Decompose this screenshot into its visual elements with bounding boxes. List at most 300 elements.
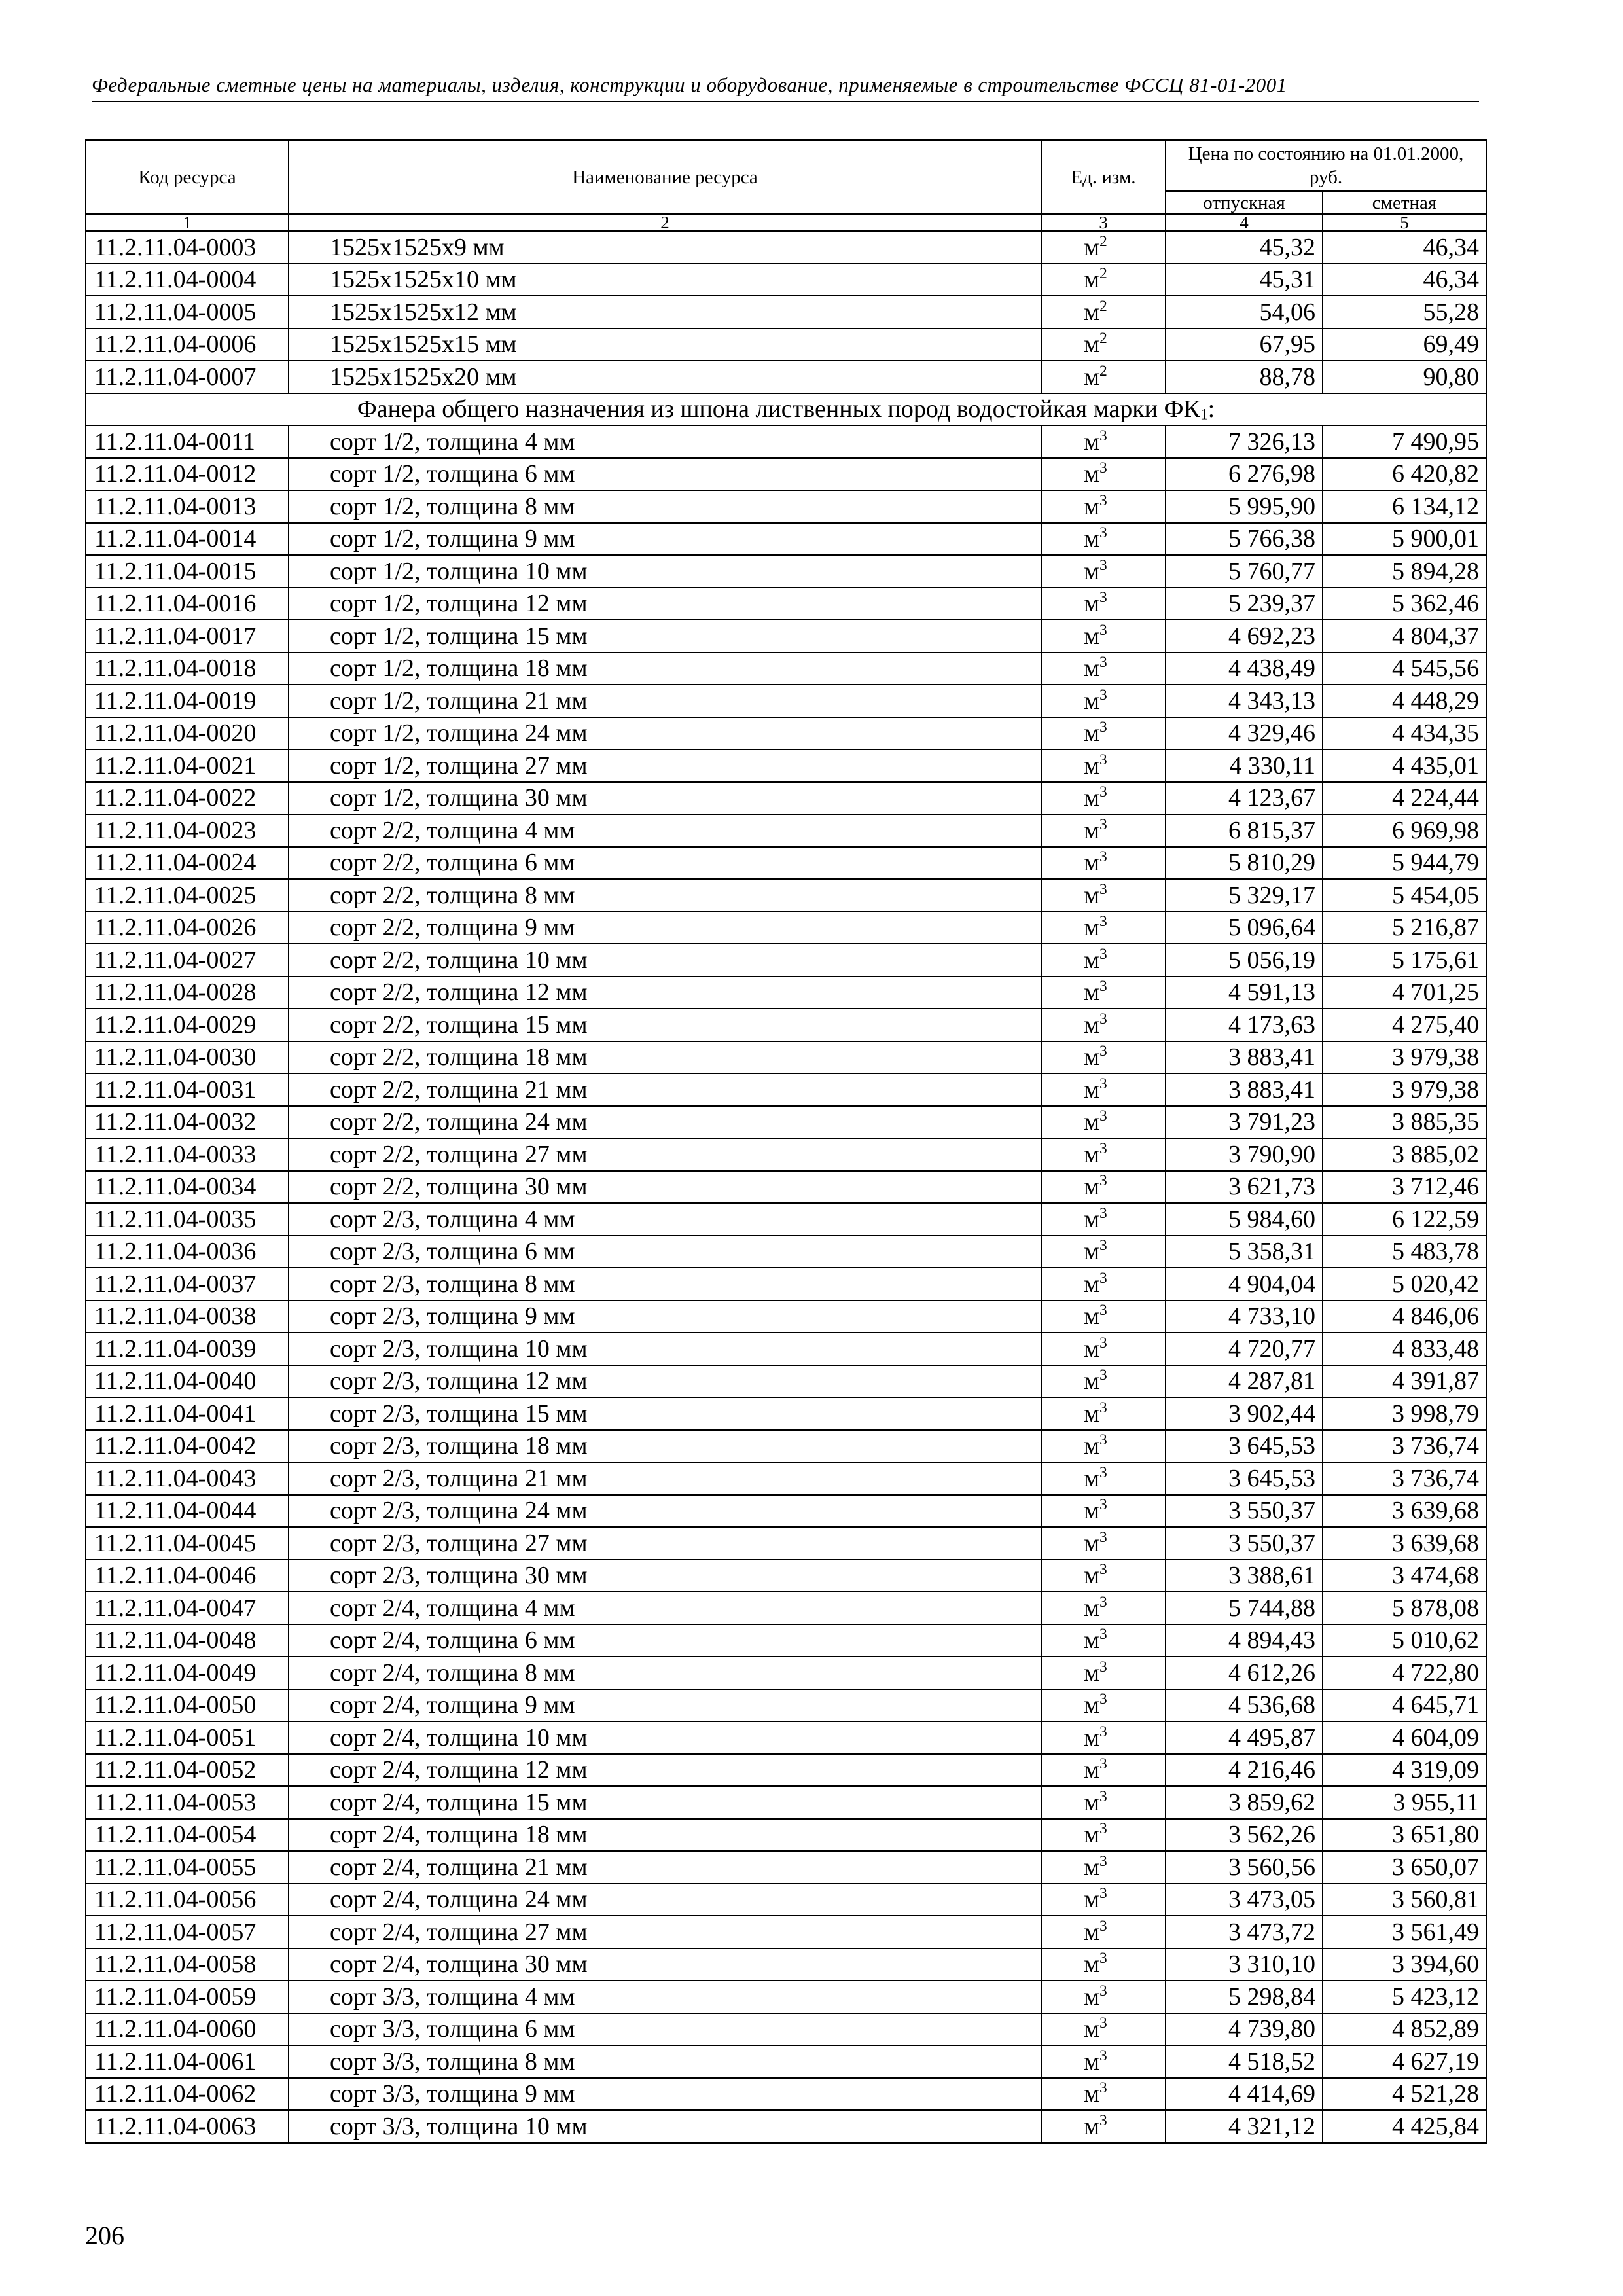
resource-code: 11.2.11.04-0028 — [86, 977, 289, 1009]
unit-exponent: 3 — [1099, 1367, 1107, 1384]
section-heading-row — [86, 393, 1486, 426]
unit-cell — [1041, 1300, 1166, 1333]
price-estimate: 6 134,12 — [1323, 490, 1486, 523]
resource-name: сорт 2/3, толщина 18 мм — [289, 1430, 1041, 1463]
unit-base: м — [1084, 687, 1100, 715]
unit-base: м — [1084, 622, 1100, 650]
resource-code: 11.2.11.04-0035 — [86, 1203, 289, 1236]
unit-base: м — [1084, 427, 1100, 456]
table-row — [86, 1754, 1486, 1787]
table-row — [86, 749, 1486, 782]
resource-code: 11.2.11.04-0039 — [86, 1333, 289, 1365]
table-row — [86, 2045, 1486, 2078]
table-row — [86, 588, 1486, 620]
unit-base: м — [1084, 1659, 1100, 1687]
table-row — [86, 1203, 1486, 1236]
table-row — [86, 2078, 1486, 2111]
unit-cell — [1041, 749, 1166, 782]
unit-cell — [1041, 490, 1166, 523]
unit-cell — [1041, 1948, 1166, 1981]
unit-base: м — [1084, 946, 1100, 974]
price-release: 5 239,37 — [1166, 588, 1323, 620]
price-estimate: 3 560,81 — [1323, 1884, 1486, 1916]
unit-exponent: 3 — [1099, 2079, 1107, 2097]
price-release: 4 518,52 — [1166, 2045, 1323, 2078]
unit-base: м — [1084, 2080, 1100, 2108]
price-release: 4 894,43 — [1166, 1624, 1323, 1657]
unit-base: м — [1084, 1464, 1100, 1492]
unit-exponent: 3 — [1099, 589, 1107, 607]
price-estimate: 5 362,46 — [1323, 588, 1486, 620]
price-release: 3 791,23 — [1166, 1106, 1323, 1139]
price-estimate: 46,34 — [1323, 231, 1486, 264]
price-release: 3 645,53 — [1166, 1430, 1323, 1463]
unit-exponent: 3 — [1099, 1561, 1107, 1579]
table-row — [86, 1916, 1486, 1948]
resource-code: 11.2.11.04-0038 — [86, 1300, 289, 1333]
price-estimate: 5 423,12 — [1323, 1981, 1486, 2013]
resource-code: 11.2.11.04-0045 — [86, 1527, 289, 1560]
unit-base: м — [1084, 298, 1100, 326]
resource-code: 11.2.11.04-0019 — [86, 685, 289, 717]
resource-name: сорт 2/4, толщина 21 мм — [289, 1851, 1041, 1884]
price-estimate: 4 435,01 — [1323, 749, 1486, 782]
table-row — [86, 1851, 1486, 1884]
table-row — [86, 620, 1486, 653]
unit-base: м — [1084, 363, 1100, 391]
price-estimate: 4 224,44 — [1323, 782, 1486, 815]
resource-name: сорт 2/3, толщина 27 мм — [289, 1527, 1041, 1560]
unit-cell — [1041, 1527, 1166, 1560]
table-row — [86, 490, 1486, 523]
unit-cell — [1041, 458, 1166, 491]
unit-base: м — [1084, 1238, 1100, 1266]
price-release: 3 790,90 — [1166, 1138, 1323, 1171]
resource-code: 11.2.11.04-0004 — [86, 264, 289, 296]
col-header-price-group: Цена по состоянию на 01.01.2000, руб. — [1166, 140, 1486, 191]
resource-name: сорт 2/4, толщина 24 мм — [289, 1884, 1041, 1916]
unit-cell — [1041, 2078, 1166, 2111]
unit-exponent: 3 — [1099, 1010, 1107, 1028]
unit-cell — [1041, 425, 1166, 458]
table-row — [86, 1236, 1486, 1268]
price-release: 3 859,62 — [1166, 1786, 1323, 1819]
price-release: 4 739,80 — [1166, 2013, 1323, 2046]
table-row — [86, 361, 1486, 393]
resource-code: 11.2.11.04-0006 — [86, 329, 289, 361]
table-row — [86, 685, 1486, 717]
unit-cell — [1041, 912, 1166, 944]
unit-base: м — [1084, 233, 1100, 261]
unit-base: м — [1084, 2015, 1100, 2043]
resource-name: сорт 2/2, толщина 27 мм — [289, 1138, 1041, 1171]
price-estimate: 5 483,78 — [1323, 1236, 1486, 1268]
price-release: 67,95 — [1166, 329, 1323, 361]
resource-name: 1525x1525x15 мм — [289, 329, 1041, 361]
resource-name: сорт 2/2, толщина 8 мм — [289, 879, 1041, 912]
price-release: 3 473,05 — [1166, 1884, 1323, 1916]
unit-cell — [1041, 1851, 1166, 1884]
price-estimate: 6 969,98 — [1323, 814, 1486, 847]
resource-name: сорт 2/2, толщина 24 мм — [289, 1106, 1041, 1139]
resource-name: сорт 2/4, толщина 27 мм — [289, 1916, 1041, 1948]
price-estimate: 4 434,35 — [1323, 717, 1486, 750]
price-release: 5 984,60 — [1166, 1203, 1323, 1236]
unit-exponent: 3 — [1099, 719, 1107, 736]
unit-base: м — [1084, 1140, 1100, 1168]
unit-exponent: 3 — [1099, 978, 1107, 996]
table-body-grades — [86, 425, 1486, 2143]
resource-name: сорт 1/2, толщина 8 мм — [289, 490, 1041, 523]
price-release: 5 096,64 — [1166, 912, 1323, 944]
price-release: 3 550,37 — [1166, 1527, 1323, 1560]
resource-code: 11.2.11.04-0051 — [86, 1721, 289, 1754]
unit-base: м — [1084, 849, 1100, 877]
price-release: 4 904,04 — [1166, 1268, 1323, 1300]
table-row — [86, 1333, 1486, 1365]
price-release: 3 645,53 — [1166, 1462, 1323, 1495]
resource-code: 11.2.11.04-0048 — [86, 1624, 289, 1657]
unit-base: м — [1084, 1270, 1100, 1298]
resource-name: сорт 2/2, толщина 18 мм — [289, 1041, 1041, 1074]
unit-cell — [1041, 1754, 1166, 1787]
price-estimate: 6 420,82 — [1323, 458, 1486, 491]
resource-code: 11.2.11.04-0047 — [86, 1592, 289, 1624]
unit-cell — [1041, 1236, 1166, 1268]
resource-name: сорт 2/4, толщина 15 мм — [289, 1786, 1041, 1819]
price-estimate: 46,34 — [1323, 264, 1486, 296]
unit-exponent: 3 — [1099, 1334, 1107, 1352]
unit-cell — [1041, 1106, 1166, 1139]
price-estimate: 5 454,05 — [1323, 879, 1486, 912]
price-estimate: 5 944,79 — [1323, 847, 1486, 880]
unit-cell — [1041, 329, 1166, 361]
price-estimate: 5 216,87 — [1323, 912, 1486, 944]
table-row — [86, 977, 1486, 1009]
col-number: 5 — [1323, 214, 1486, 231]
price-estimate: 3 651,80 — [1323, 1819, 1486, 1852]
unit-cell — [1041, 1041, 1166, 1074]
price-estimate: 4 833,48 — [1323, 1333, 1486, 1365]
price-release: 54,06 — [1166, 296, 1323, 329]
table-row — [86, 231, 1486, 264]
unit-cell — [1041, 1981, 1166, 2013]
table-row — [86, 879, 1486, 912]
resource-name: сорт 1/2, толщина 18 мм — [289, 653, 1041, 685]
resource-code: 11.2.11.04-0027 — [86, 944, 289, 977]
table-row — [86, 1430, 1486, 1463]
resource-name: сорт 2/2, толщина 6 мм — [289, 847, 1041, 880]
resource-code: 11.2.11.04-0046 — [86, 1560, 289, 1592]
price-release: 4 720,77 — [1166, 1333, 1323, 1365]
unit-cell — [1041, 231, 1166, 264]
table-row — [86, 1560, 1486, 1592]
unit-exponent: 3 — [1099, 621, 1107, 639]
table-row — [86, 1106, 1486, 1139]
resource-name: сорт 2/3, толщина 6 мм — [289, 1236, 1041, 1268]
resource-name: сорт 3/3, толщина 10 мм — [289, 2110, 1041, 2143]
price-release: 4 330,11 — [1166, 749, 1323, 782]
price-estimate: 4 545,56 — [1323, 653, 1486, 685]
unit-cell — [1041, 1495, 1166, 1528]
resource-name: сорт 1/2, толщина 24 мм — [289, 717, 1041, 750]
unit-base: м — [1084, 1367, 1100, 1395]
unit-exponent: 3 — [1099, 1917, 1107, 1935]
unit-exponent: 3 — [1099, 945, 1107, 963]
price-estimate: 69,49 — [1323, 329, 1486, 361]
unit-exponent: 3 — [1099, 1172, 1107, 1190]
price-release: 5 810,29 — [1166, 847, 1323, 880]
unit-cell — [1041, 944, 1166, 977]
price-release: 4 173,63 — [1166, 1009, 1323, 1041]
unit-exponent: 3 — [1099, 1139, 1107, 1157]
resource-name: сорт 2/3, толщина 9 мм — [289, 1300, 1041, 1333]
resource-name: сорт 1/2, толщина 21 мм — [289, 685, 1041, 717]
unit-exponent: 3 — [1099, 1496, 1107, 1514]
table-row — [86, 1171, 1486, 1204]
price-estimate: 3 712,46 — [1323, 1171, 1486, 1204]
table-row — [86, 1268, 1486, 1300]
unit-cell — [1041, 1430, 1166, 1463]
table-row — [86, 1948, 1486, 1981]
unit-base: м — [1084, 1950, 1100, 1979]
unit-exponent: 3 — [1099, 1107, 1107, 1125]
price-estimate: 3 736,74 — [1323, 1462, 1486, 1495]
price-release: 4 733,10 — [1166, 1300, 1323, 1333]
unit-cell — [1041, 1721, 1166, 1754]
resource-name: сорт 1/2, толщина 9 мм — [289, 523, 1041, 556]
unit-cell — [1041, 685, 1166, 717]
resource-code: 11.2.11.04-0056 — [86, 1884, 289, 1916]
col-header-estimate: сметная — [1323, 191, 1486, 214]
unit-cell — [1041, 1560, 1166, 1592]
unit-exponent: 3 — [1099, 1302, 1107, 1319]
unit-exponent: 3 — [1099, 2111, 1107, 2129]
table-row — [86, 1592, 1486, 1624]
unit-base: м — [1084, 1594, 1100, 1622]
price-estimate: 4 645,71 — [1323, 1689, 1486, 1722]
resource-code: 11.2.11.04-0062 — [86, 2078, 289, 2111]
resource-name: сорт 3/3, толщина 8 мм — [289, 2045, 1041, 2078]
unit-exponent: 3 — [1099, 654, 1107, 672]
price-release: 4 414,69 — [1166, 2078, 1323, 2111]
price-estimate: 3 474,68 — [1323, 1560, 1486, 1592]
unit-cell — [1041, 296, 1166, 329]
table-row — [86, 1073, 1486, 1106]
unit-exponent: 3 — [1099, 1463, 1107, 1481]
unit-base: м — [1084, 1723, 1100, 1751]
unit-base: м — [1084, 1173, 1100, 1201]
resource-name: сорт 2/3, толщина 30 мм — [289, 1560, 1041, 1592]
unit-base: м — [1084, 590, 1100, 618]
unit-base: м — [1084, 1562, 1100, 1590]
resource-name: сорт 2/2, толщина 30 мм — [289, 1171, 1041, 1204]
unit-base: м — [1084, 1335, 1100, 1363]
price-estimate: 90,80 — [1323, 361, 1486, 393]
unit-base: м — [1084, 1011, 1100, 1039]
resource-name: сорт 3/3, толщина 9 мм — [289, 2078, 1041, 2111]
unit-base: м — [1084, 1432, 1100, 1460]
resource-name: сорт 2/2, толщина 4 мм — [289, 814, 1041, 847]
resource-code: 11.2.11.04-0031 — [86, 1073, 289, 1106]
unit-exponent: 3 — [1099, 556, 1107, 574]
table-row — [86, 847, 1486, 880]
price-release: 4 591,13 — [1166, 977, 1323, 1009]
unit-exponent: 3 — [1099, 1043, 1107, 1060]
table-row — [86, 264, 1486, 296]
price-estimate: 4 604,09 — [1323, 1721, 1486, 1754]
resource-name: сорт 2/2, толщина 21 мм — [289, 1073, 1041, 1106]
price-release: 4 287,81 — [1166, 1365, 1323, 1398]
resource-code: 11.2.11.04-0060 — [86, 2013, 289, 2046]
section-heading-text: Фанера общего назначения из шпона лиственных пород водостойкая марки ФК — [357, 395, 1200, 423]
unit-base: м — [1084, 978, 1100, 1007]
unit-cell — [1041, 1657, 1166, 1689]
resource-code: 11.2.11.04-0003 — [86, 231, 289, 264]
unit-exponent: 3 — [1099, 686, 1107, 704]
unit-cell — [1041, 2110, 1166, 2143]
price-release: 6 815,37 — [1166, 814, 1323, 847]
resource-name: сорт 1/2, толщина 12 мм — [289, 588, 1041, 620]
price-estimate: 3 561,49 — [1323, 1916, 1486, 1948]
resource-code: 11.2.11.04-0029 — [86, 1009, 289, 1041]
table-row — [86, 1721, 1486, 1754]
table-row — [86, 523, 1486, 556]
table-row — [86, 2110, 1486, 2143]
unit-exponent: 3 — [1099, 427, 1107, 444]
resource-code: 11.2.11.04-0049 — [86, 1657, 289, 1689]
resource-code: 11.2.11.04-0041 — [86, 1397, 289, 1430]
unit-base: м — [1084, 2112, 1100, 2140]
unit-base: м — [1084, 460, 1100, 488]
resource-name: сорт 2/3, толщина 10 мм — [289, 1333, 1041, 1365]
unit-base: м — [1084, 1497, 1100, 1525]
price-estimate: 3 885,35 — [1323, 1106, 1486, 1139]
price-estimate: 5 010,62 — [1323, 1624, 1486, 1657]
table-row — [86, 912, 1486, 944]
unit-exponent: 3 — [1099, 1658, 1107, 1676]
price-estimate: 3 885,02 — [1323, 1138, 1486, 1171]
price-estimate: 3 639,68 — [1323, 1495, 1486, 1528]
col-header-code: Код ресурса — [86, 140, 289, 214]
table-row — [86, 2013, 1486, 2046]
table-row — [86, 1462, 1486, 1495]
unit-cell — [1041, 2013, 1166, 2046]
unit-base: м — [1084, 557, 1100, 585]
unit-exponent: 3 — [1099, 1269, 1107, 1287]
page-header: Федеральные сметные цены на материалы, изделия, конструкции и оборудование, применяемые в строительстве ФССЦ 81-01-2001 — [92, 73, 1479, 102]
price-release: 5 766,38 — [1166, 523, 1323, 556]
resource-name: сорт 2/3, толщина 8 мм — [289, 1268, 1041, 1300]
resource-code: 11.2.11.04-0040 — [86, 1365, 289, 1398]
resource-name: сорт 2/3, толщина 24 мм — [289, 1495, 1041, 1528]
resource-code: 11.2.11.04-0018 — [86, 653, 289, 685]
resource-code: 11.2.11.04-0054 — [86, 1819, 289, 1852]
resource-code: 11.2.11.04-0037 — [86, 1268, 289, 1300]
table-row — [86, 782, 1486, 815]
table-row — [86, 1819, 1486, 1852]
table-row — [86, 717, 1486, 750]
resource-code: 11.2.11.04-0023 — [86, 814, 289, 847]
unit-cell — [1041, 1397, 1166, 1430]
table-row — [86, 1981, 1486, 2013]
price-release: 3 902,44 — [1166, 1397, 1323, 1430]
unit-base: м — [1084, 914, 1100, 942]
price-release: 5 760,77 — [1166, 555, 1323, 588]
unit-base: м — [1084, 881, 1100, 909]
resource-name: сорт 3/3, толщина 6 мм — [289, 2013, 1041, 2046]
resource-name: сорт 2/4, толщина 30 мм — [289, 1948, 1041, 1981]
resource-code: 11.2.11.04-0032 — [86, 1106, 289, 1139]
table-row — [86, 296, 1486, 329]
unit-cell — [1041, 1689, 1166, 1722]
unit-cell — [1041, 1073, 1166, 1106]
unit-base: м — [1084, 331, 1100, 359]
resource-code: 11.2.11.04-0005 — [86, 296, 289, 329]
price-release: 5 358,31 — [1166, 1236, 1323, 1268]
unit-base: м — [1084, 816, 1100, 844]
price-release: 4 536,68 — [1166, 1689, 1323, 1722]
unit-exponent: 2 — [1099, 297, 1107, 315]
col-header-release: отпускная — [1166, 191, 1323, 214]
unit-exponent: 2 — [1099, 362, 1107, 380]
table-row — [86, 425, 1486, 458]
unit-base: м — [1084, 1853, 1100, 1881]
unit-exponent: 3 — [1099, 783, 1107, 801]
resource-code: 11.2.11.04-0061 — [86, 2045, 289, 2078]
col-header-name: Наименование ресурса — [289, 140, 1041, 214]
unit-cell — [1041, 1138, 1166, 1171]
price-release: 4 343,13 — [1166, 685, 1323, 717]
resource-name: сорт 1/2, толщина 30 мм — [289, 782, 1041, 815]
resource-code: 11.2.11.04-0055 — [86, 1851, 289, 1884]
unit-cell — [1041, 1786, 1166, 1819]
price-estimate: 4 852,89 — [1323, 2013, 1486, 2046]
unit-cell — [1041, 847, 1166, 880]
resource-name: сорт 2/2, толщина 9 мм — [289, 912, 1041, 944]
price-estimate: 4 391,87 — [1323, 1365, 1486, 1398]
unit-cell — [1041, 1203, 1166, 1236]
price-estimate: 3 955,11 — [1323, 1786, 1486, 1819]
unit-base: м — [1084, 1821, 1100, 1849]
price-table — [85, 139, 1487, 2144]
table-row — [86, 1527, 1486, 1560]
table-row — [86, 1041, 1486, 1074]
table-row — [86, 1689, 1486, 1722]
resource-code: 11.2.11.04-0012 — [86, 458, 289, 491]
price-release: 88,78 — [1166, 361, 1323, 393]
unit-cell — [1041, 977, 1166, 1009]
resource-name: сорт 1/2, толщина 15 мм — [289, 620, 1041, 653]
resource-code: 11.2.11.04-0016 — [86, 588, 289, 620]
price-release: 4 329,46 — [1166, 717, 1323, 750]
price-release: 3 562,26 — [1166, 1819, 1323, 1852]
resource-code: 11.2.11.04-0058 — [86, 1948, 289, 1981]
price-release: 45,31 — [1166, 264, 1323, 296]
table-row — [86, 653, 1486, 685]
unit-exponent: 3 — [1099, 1626, 1107, 1643]
unit-exponent: 2 — [1099, 265, 1107, 283]
price-release: 5 329,17 — [1166, 879, 1323, 912]
unit-exponent: 3 — [1099, 1852, 1107, 1870]
resource-name: сорт 2/2, толщина 12 мм — [289, 977, 1041, 1009]
unit-exponent: 3 — [1099, 1950, 1107, 1967]
resource-code: 11.2.11.04-0026 — [86, 912, 289, 944]
resource-name: сорт 2/3, толщина 12 мм — [289, 1365, 1041, 1398]
price-release: 3 550,37 — [1166, 1495, 1323, 1528]
resource-name: сорт 2/3, толщина 4 мм — [289, 1203, 1041, 1236]
price-estimate: 3 650,07 — [1323, 1851, 1486, 1884]
